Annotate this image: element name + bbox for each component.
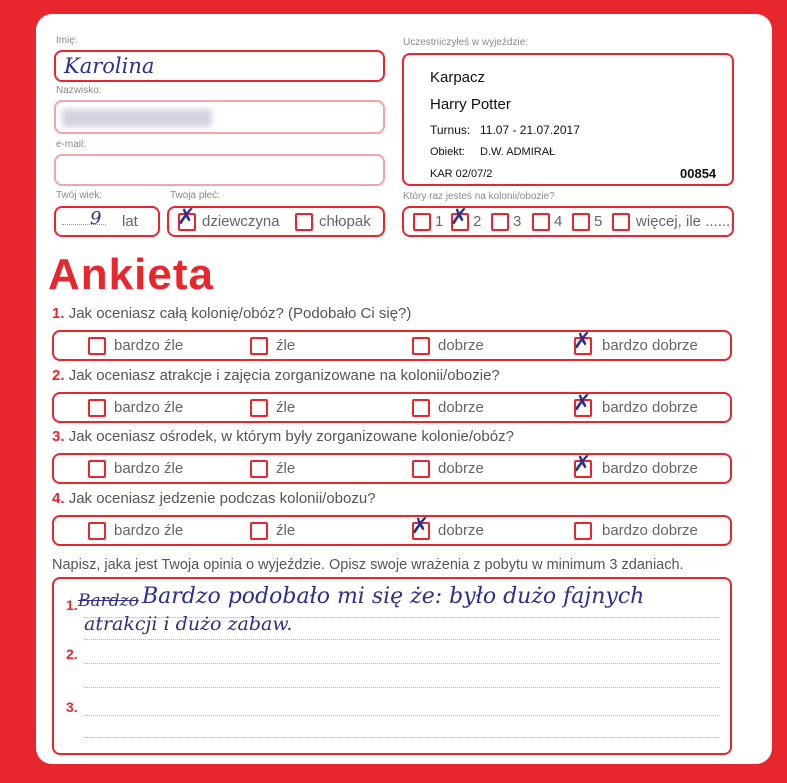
question-1-options bbox=[52, 330, 732, 361]
gender-label: Twoja płeć: bbox=[170, 190, 221, 201]
rating-option-label: źle bbox=[276, 522, 296, 539]
rating-option-label: dobrze bbox=[438, 460, 484, 477]
times-1-checkbox[interactable] bbox=[413, 213, 431, 231]
rating-checkbox[interactable] bbox=[573, 329, 592, 355]
survey-title: Ankieta bbox=[48, 250, 214, 299]
times-label: Który raz jesteś na kolonii/obozie? bbox=[403, 191, 555, 202]
times-4-label: 4 bbox=[554, 213, 563, 230]
crossed-word: Bardzo bbox=[78, 591, 139, 611]
rating-checkbox[interactable] bbox=[250, 522, 268, 540]
opinion-box[interactable] bbox=[52, 577, 732, 755]
trip-label: Uczestniczyłeś w wyjeździe: bbox=[403, 37, 529, 48]
trip-number: 00854 bbox=[680, 166, 717, 181]
question-label: Jak oceniasz jedzenie podczas kolonii/obozu? bbox=[68, 490, 376, 507]
question-2-text bbox=[52, 367, 500, 384]
opinion-line-1b bbox=[84, 639, 720, 640]
age-value: 9 bbox=[90, 208, 102, 229]
rating-checkbox[interactable] bbox=[412, 399, 430, 417]
rating-checkbox[interactable] bbox=[573, 391, 592, 417]
opinion-line-2b bbox=[84, 687, 720, 688]
name-label: Imię: bbox=[56, 35, 78, 46]
line-number-3: 3. bbox=[66, 699, 78, 715]
rating-checkbox[interactable] bbox=[573, 452, 592, 478]
survey-sheet bbox=[36, 14, 772, 764]
check-mark-icon: ✗ bbox=[450, 205, 469, 230]
times-2-checkbox[interactable] bbox=[450, 205, 469, 231]
rating-option-label: bardzo dobrze bbox=[602, 399, 698, 416]
trip-theme: Harry Potter bbox=[430, 96, 511, 113]
opinion-line-3 bbox=[84, 715, 720, 716]
times-2-label: 2 bbox=[473, 213, 482, 230]
rating-option-label: bardzo źle bbox=[114, 522, 184, 539]
email-label: e-mail: bbox=[56, 139, 87, 150]
gender-boy-label: chłopak bbox=[319, 213, 371, 230]
question-4-text bbox=[52, 490, 376, 507]
question-2-options bbox=[52, 392, 732, 423]
rating-option-label: bardzo dobrze bbox=[602, 460, 698, 477]
gender-field bbox=[167, 206, 385, 237]
trip-info-box bbox=[402, 53, 734, 186]
times-5-checkbox[interactable] bbox=[572, 213, 590, 231]
rating-checkbox[interactable] bbox=[88, 399, 106, 417]
name-value: Karolina bbox=[64, 54, 155, 78]
surname-field[interactable] bbox=[54, 100, 385, 134]
times-more-label: więcej, ile ....... bbox=[636, 213, 735, 230]
rating-checkbox[interactable] bbox=[250, 337, 268, 355]
times-3-label: 3 bbox=[513, 213, 522, 230]
turnus-label: Turnus: bbox=[430, 123, 471, 137]
rating-checkbox[interactable] bbox=[574, 522, 592, 540]
email-field[interactable] bbox=[54, 154, 385, 186]
question-3-text bbox=[52, 428, 514, 445]
rating-checkbox[interactable] bbox=[250, 460, 268, 478]
question-number: 1. bbox=[52, 305, 65, 322]
surname-label: Nazwisko: bbox=[56, 85, 102, 96]
trip-city: Karpacz bbox=[430, 69, 486, 86]
rating-option-label: bardzo źle bbox=[114, 399, 184, 416]
times-3-checkbox[interactable] bbox=[491, 213, 509, 231]
rating-option-label: bardzo dobrze bbox=[602, 522, 698, 539]
redacted-surname bbox=[62, 109, 212, 127]
rating-option-label: źle bbox=[276, 337, 296, 354]
check-mark-icon: ✗ bbox=[573, 391, 592, 416]
check-mark-icon: ✗ bbox=[177, 205, 196, 230]
question-4-options bbox=[52, 515, 732, 546]
question-number: 2. bbox=[52, 367, 65, 384]
rating-option-label: dobrze bbox=[438, 337, 484, 354]
question-label: Jak oceniasz ośrodek, w którym były zorganizowane kolonie/obóz? bbox=[68, 428, 514, 445]
rating-checkbox[interactable] bbox=[411, 514, 430, 540]
check-mark-icon: ✗ bbox=[411, 514, 430, 539]
rating-checkbox[interactable] bbox=[88, 522, 106, 540]
opinion-line-3b bbox=[84, 737, 720, 738]
opinion-text-line-1b: atrakcji i dużo zabaw. bbox=[84, 613, 293, 635]
line-number-2: 2. bbox=[66, 646, 78, 662]
rating-option-label: źle bbox=[276, 460, 296, 477]
gender-girl-checkbox[interactable] bbox=[177, 205, 196, 231]
rating-option-label: dobrze bbox=[438, 399, 484, 416]
question-1-text bbox=[52, 305, 411, 322]
rating-checkbox[interactable] bbox=[412, 337, 430, 355]
question-number: 3. bbox=[52, 428, 65, 445]
rating-option-label: dobrze bbox=[438, 522, 484, 539]
rating-option-label: bardzo źle bbox=[114, 460, 184, 477]
object-value: D.W. ADMIRAŁ bbox=[480, 146, 556, 158]
times-1-label: 1 bbox=[435, 213, 444, 230]
opinion-line-2 bbox=[84, 663, 720, 664]
gender-boy-checkbox[interactable] bbox=[295, 213, 313, 231]
age-suffix: lat bbox=[122, 213, 138, 230]
line-number-1: 1. bbox=[66, 597, 78, 613]
times-4-checkbox[interactable] bbox=[532, 213, 550, 231]
times-more-checkbox[interactable] bbox=[612, 213, 630, 231]
question-3-options bbox=[52, 453, 732, 484]
opinion-prompt: Napisz, jaka jest Twoja opinia o wyjeździe. Opisz swoje wrażenia z pobytu w minimum 3 zdaniach. bbox=[52, 557, 684, 573]
rating-checkbox[interactable] bbox=[412, 460, 430, 478]
rating-option-label: bardzo dobrze bbox=[602, 337, 698, 354]
times-5-label: 5 bbox=[594, 213, 603, 230]
question-number: 4. bbox=[52, 490, 65, 507]
trip-code: KAR 02/07/2 bbox=[430, 168, 493, 180]
check-mark-icon: ✗ bbox=[573, 329, 592, 354]
gender-girl-label: dziewczyna bbox=[202, 213, 280, 230]
rating-checkbox[interactable] bbox=[88, 460, 106, 478]
times-field bbox=[402, 206, 734, 237]
rating-checkbox[interactable] bbox=[88, 337, 106, 355]
rating-option-label: źle bbox=[276, 399, 296, 416]
age-field[interactable] bbox=[54, 206, 160, 237]
opinion-text-line-1: Bardzo podobało mi się że: było dużo fajnych bbox=[142, 584, 645, 609]
object-label: Obiekt: bbox=[430, 146, 465, 158]
question-label: Jak oceniasz atrakcje i zajęcia zorganizowane na kolonii/obozie? bbox=[68, 367, 500, 384]
turnus-value: 11.07 - 21.07.2017 bbox=[480, 123, 580, 137]
rating-option-label: bardzo źle bbox=[114, 337, 184, 354]
question-label: Jak oceniasz całą kolonię/obóz? (Podobało Ci się?) bbox=[68, 305, 412, 322]
check-mark-icon: ✗ bbox=[573, 452, 592, 477]
name-field[interactable] bbox=[54, 50, 385, 82]
rating-checkbox[interactable] bbox=[250, 399, 268, 417]
age-label: Twój wiek: bbox=[56, 190, 103, 201]
